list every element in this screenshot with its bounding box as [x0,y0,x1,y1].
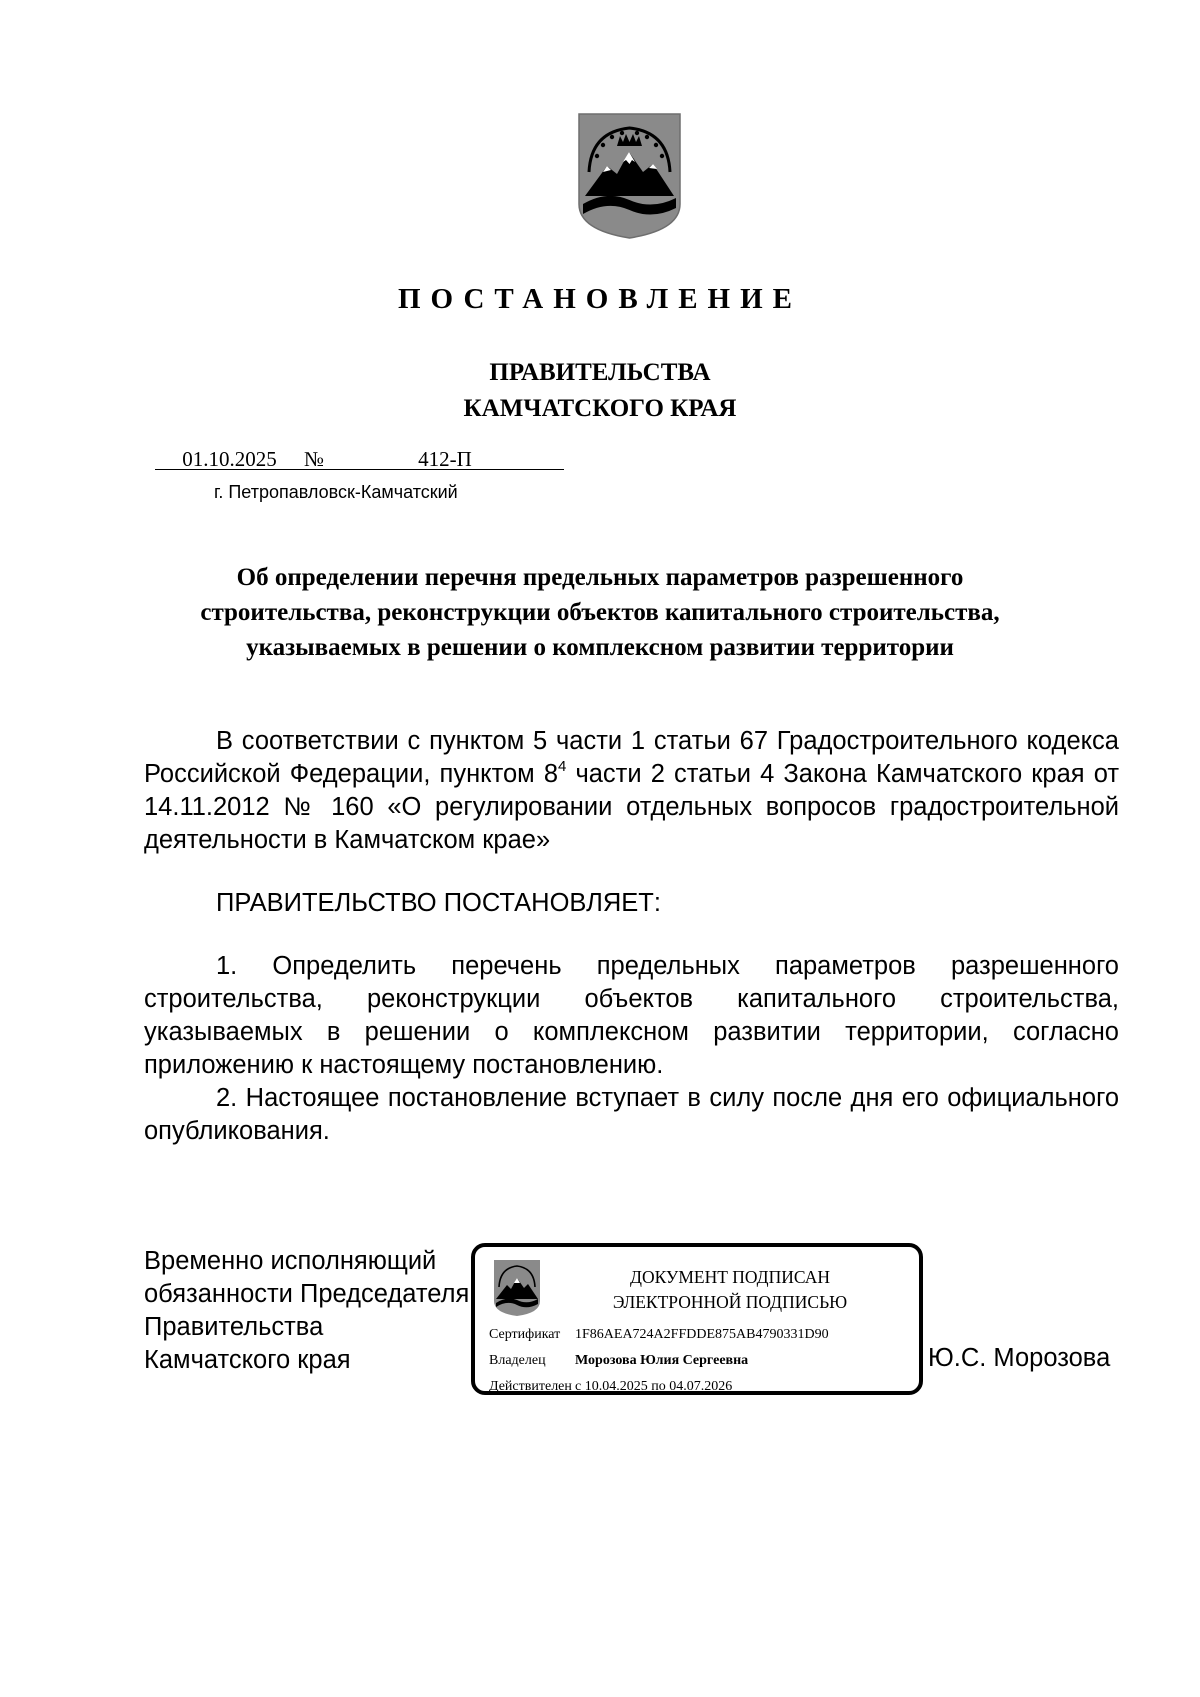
stamp-owner-value: Морозова Юлия Сергеевна [575,1353,749,1368]
stamp-owner-label: Владелец [489,1353,546,1368]
stamp-emblem-icon [493,1259,541,1317]
signer-name: Ю.С. Морозова [928,1344,1111,1372]
electronic-signature-stamp [471,1243,923,1395]
signer-position-line-4: Камчатского края [144,1346,351,1374]
title-line-1: Об определении перечня предельных параметров разрешенного [236,564,964,591]
signer-position-line-2: обязанности Председателя [144,1280,470,1308]
item-2: 2. Настоящее постановление вступает в силу после дня его официального опубликования. [144,1084,1119,1145]
preamble-text-b: части 2 статьи 4 Закона Камчатского края от 14.11.2012 № 160 «О регулировании отдельных вопросов градостроительной деятельности в Камчатском крае» [144,760,1119,854]
preamble-paragraph [144,725,1119,857]
resolves-paragraph [144,887,1119,920]
stamp-certificate-row [489,1325,829,1345]
issuer-line-2: КАМЧАТСКОГО КРАЯ [463,395,737,422]
stamp-heading-line-2: ЭЛЕКТРОННОЙ ПОДПИСЬЮ [612,1292,848,1312]
signer-position [144,1245,469,1377]
stamp-heading-line-1: ДОКУМЕНТ ПОДПИСАН [630,1267,830,1287]
signer-position-line-3: Правительства [144,1313,324,1341]
document-title [0,560,1200,665]
kamchatka-emblem-icon [577,112,682,240]
items-block [144,950,1119,1148]
stamp-heading [545,1265,915,1315]
document-number: 412-П [326,446,564,470]
signer-position-line-1: Временно исполняющий [144,1247,437,1275]
preamble-superscript: 4 [558,758,567,775]
issuer-heading [0,355,1200,427]
stamp-certificate-label: Сертификат [489,1327,561,1342]
issuer-line-1: ПРАВИТЕЛЬСТВА [489,359,711,386]
stamp-certificate-value: 1F86AEA724A2FFDDE875AB4790331D90 [575,1327,829,1342]
number-sign: № [304,447,325,471]
stamp-validity-label: Действителен [489,1379,572,1394]
stamp-validity-row [489,1377,732,1397]
date-number-line [155,446,564,472]
title-line-2: строительства, реконструкции объектов капитального строительства, [200,599,1000,626]
title-line-3: указываемых в решении о комплексном развитии территории [246,634,954,661]
item-1: 1. Определить перечень предельных параметров разрешенного строительства, реконструкции объектов капитального строительства, указываемых в решении о комплексном развитии территории, согласно приложению к настоящему постановлению. [144,952,1119,1079]
document-type-heading: ПОСТАНОВЛЕНИЕ [397,283,802,315]
document-date: 01.10.2025 [155,446,304,470]
preamble-text-a: В соответствии с пунктом 5 части 1 статьи 67 Градостроительного кодекса Российской Федерации, пунктом 8 [144,727,1119,788]
resolves-text: ПРАВИТЕЛЬСТВО ПОСТАНОВЛЯЕТ: [216,889,661,917]
stamp-owner-row [489,1351,748,1371]
stamp-validity-value: с 10.04.2025 по 04.07.2026 [575,1379,733,1394]
document-place: г. Петропавловск-Камчатский [214,482,458,502]
